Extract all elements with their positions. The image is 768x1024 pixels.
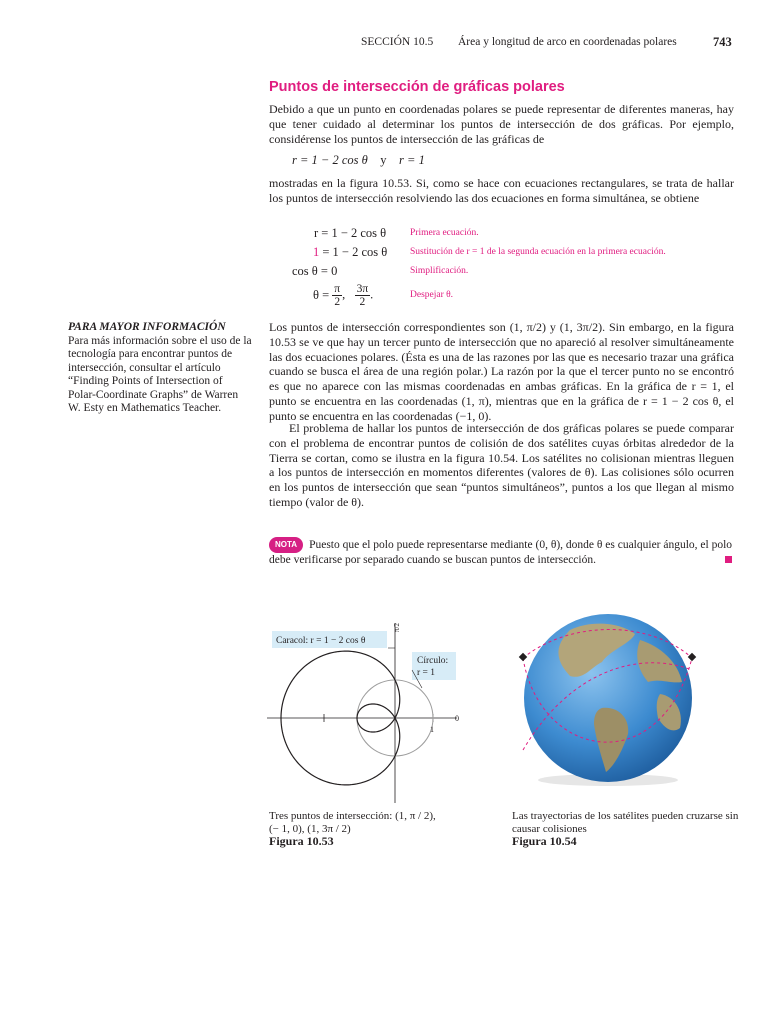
header-title: Área y longitud de arco en coordenadas polares [458,36,677,48]
end-marker [725,556,732,563]
fraction-denominator: 2 [359,296,366,308]
step-row [284,226,724,245]
equation-limacon: r = 1 − 2 cos θ [292,153,368,167]
figure-53-caption [269,810,469,848]
page-number: 743 [713,35,732,49]
circle-label-line1: Círculo: [417,656,449,666]
note-text: Puesto que el polo puede representarse mediante (0, θ), donde θ es cualquier ángulo, el polo debe verificarse por separado cuando se buscan puntos de intersección. [269,539,733,566]
header-section: SECCIÓN 10.5 [361,36,434,48]
figure-label: Figura 10.54 [512,834,577,848]
paragraph-satellites: El problema de hallar los puntos de intersección de dos gráficas polares se puede comparar con el problema de encontrar puntos de colisión de dos satélites cuyas órbitas alrededor de la Tierra se cortan, como se ilustra en la figura 10.54. Los satélites no colisionan mientras lleguen a los puntos de intersección en momentos diferentes (valores de θ). Las colisiones sólo ocurren en los puntos de intersección que sean “puntos simultáneos”, puntos a los que llegan al mismo tiempo (valor de θ). [269,421,734,509]
step-equation-rest: = 1 − 2 cos θ [319,245,388,259]
fraction-3pi-over-2 [355,283,371,308]
note-box [269,537,734,567]
axis-tick-label: 1 [430,725,434,734]
figure-earth-satellites [510,610,706,790]
step-note: Primera ecuación. [410,228,479,238]
sidebar-more-info [68,321,253,416]
step-note: Sustitución de r = 1 de la segunda ecuación en la primera ecuación. [410,247,666,257]
step-note: Simplificación. [410,266,469,276]
sidebar-text: Para más información sobre el uso de la tecnología para encontrar puntos de intersección, consultar el artículo “Finding Points of Intersection of Polar-Coordinate Graphs” de Warren W. Esty en Mathematics Teacher. [68,334,252,414]
paragraph-intro: Debido a que un punto en coordenadas polares se puede representar de diferentes maneras, hay que tener cuidado al determinar los puntos de intersección de dos gráficas. Por ejemplo, considérense los puntos de intersección de las gráficas de [269,102,734,146]
paragraph-intersection-points: Los puntos de intersección correspondientes son (1, π/2) y (1, 3π/2). Sin embargo, en la figura 10.53 se ve que hay un tercer punto de intersección que no apareció al resolver simultáneamente las dos ecuaciones polares. (Ésta es una de las razones por las que es necesario trazar una gráfica cuando se busca el área de una región polar.) La razón por la que el tercer punto no se encontró es que no aparece con las mismas coordenadas en ambas gráficas. En la gráfica de r = 1, el punto se encuentra en las coordenadas (1, π), mientras que en la gráfica de r = 1 − 2 cos θ, el punto se encuentra en las coordenadas (−1, 0). [269,320,734,423]
sidebar-title: PARA MAYOR INFORMACIÓN [68,321,226,333]
figure-polar-graphs [262,608,467,808]
equation-connector: y [380,153,387,167]
fraction-pi-over-2 [332,283,342,308]
axis-top-label: π/2 [393,623,401,632]
satellite-icon [688,653,696,661]
caption-line: Tres puntos de intersección: (1, π / 2), [269,810,436,822]
fraction-numerator: π [334,283,341,295]
circle-label-line2: r = 1 [417,668,436,678]
caption-line: Las trayectorias de los satélites pueden cruzarse sin causar colisiones [512,810,739,835]
step-equation: θ = $\frac{\pi}{2}$ , $\frac{3\pi}{2}$ . [313,283,374,308]
paragraph-simultaneous: mostradas en la figura 10.53. Si, como se hace con ecuaciones rectangulares, se trata de hallar los puntos de intersección resolviendo las dos ecuaciones en forma simultánea, se obtiene [269,176,734,205]
substituted-value: 1 [313,245,320,259]
theta-prefix: θ = [313,288,333,302]
step-row [284,283,724,311]
figure-54-caption [512,810,742,848]
limacon-label: Caracol: r = 1 − 2 cos θ [276,636,366,646]
step-equation: cos θ = 0 [292,264,338,278]
section-heading: Puntos de intersección de gráficas polares [269,79,565,95]
solution-steps [284,226,724,311]
fraction-denominator: 2 [334,296,341,308]
step-note: Despejar θ. [410,290,454,300]
step-equation: r = 1 − 2 cos θ [314,226,387,240]
step-row [284,245,724,264]
equation-circle: r = 1 [399,153,425,167]
step-row [284,264,724,283]
caption-line: (− 1, 0), (1, 3π / 2) [269,822,351,835]
equation-pair [292,153,425,168]
figure-label: Figura 10.53 [269,834,334,848]
satellite-icon [519,653,527,661]
fraction-numerator: 3π [356,283,369,295]
axis-right-label: 0 [455,714,459,723]
note-badge: NOTA [269,537,303,553]
